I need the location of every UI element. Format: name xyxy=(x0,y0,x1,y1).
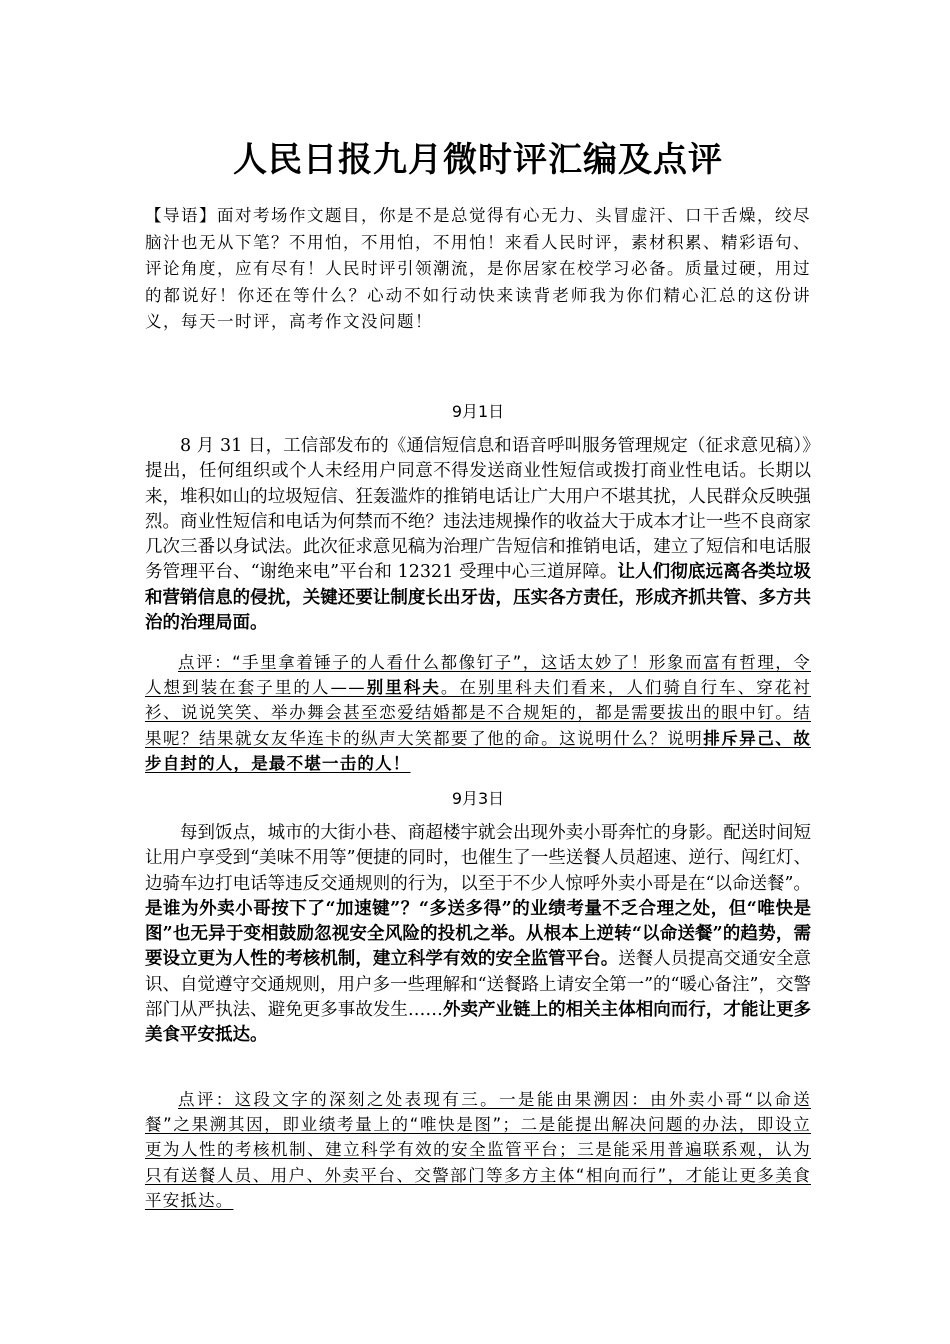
section-date-sep-1: 9月1日 xyxy=(451,402,505,421)
document-title: 人民日报九月微时评汇编及点评 xyxy=(233,140,723,180)
body-text-1: 每到饭点，城市的大街小巷、商超楼宇就会出现外卖小哥奔忙的身影。配送时间短让用户享受到“美味不用等”便捷的同时，也催生了一些送餐人员超速、逆行、闯红灯、边骑车边打电话等违反交通规则的行为，以至于不少人惊呼外卖小哥是在“以命送餐”。 xyxy=(145,823,811,894)
comment-text-continued: 。在别里科夫们看来，人们骑自行车、穿花衬衫、说说笑笑、举办舞会甚至恋爱结婚都是不合规矩的，都是需要拔出的眼中钉。结果呢？结果就女友华连卡的纵声大笑都要了他的命。这说明什么？说明 xyxy=(145,678,812,748)
body-paragraph xyxy=(145,434,811,636)
comment-sep-3 xyxy=(145,1087,811,1213)
body-paragraph xyxy=(145,821,811,1049)
comment-paragraph xyxy=(145,650,811,776)
comment-paragraph: 点评：这段文字的深刻之处表现有三。一是能由果溯因：由外卖小哥“以命送餐”之果溯其因，即业绩考量上的“唯快是图”；二是能提出解决问题的办法，即设立更为人性的考核机制、建立科学有效的安全监管平台；三是能采用普遍联系观，认为只有送餐人员、用户、外卖平台、交警部门等多方主体“相向而行”，才能让更多美食平安抵达。 xyxy=(145,1090,811,1210)
body-text-2: 送餐人员提高交通安全意识、自觉遵守交通规则，用户多一些理解和“送餐路上请安全第一”的“暖心备注”，交警部门从严执法、避免更多事故发生…… xyxy=(145,949,812,1021)
section-date-sep-3: 9月3日 xyxy=(451,789,505,808)
body-text: 8 月 31 日，工信部发布的《通信短信息和语音呼叫服务管理规定（征求意见稿）》提出，任何组织或个人未经用户同意不得发送商业性短信或拨打商业性电话。长期以来，堆积如山的垃圾短信、狂轰滥炸的推销电话让广大用户不堪其扰，人民群众反映强烈。商业性短信和电话为何禁而不绝？违法违规操作的收益大于成本才让一些不良商家几次三番以身试法。此次征求意见稿为治理广告短信和推销电话，建立了短信和电话服务管理平台、“谢绝来电”平台和 12321 受理中心三道屏障。 xyxy=(145,436,811,583)
comment-sep-1 xyxy=(145,650,811,776)
comment-text: 点评：“手里拿着锤子的人看什么都像钉子”，这话太妙了！形象而富有哲理，令人想到装在套子里的人—— xyxy=(145,653,811,698)
body-key-sentence: 让人们彻底远离各类垃圾和营销信息的侵扰，关键还要让制度长出牙齿，压实各方责任，形成齐抓共管、多方共治的治理局面。 xyxy=(145,562,812,634)
section-body-sep-1 xyxy=(145,434,811,636)
comment-highlight-name: 别里科夫 xyxy=(365,678,441,698)
body-key-sentence-1: 是谁为外卖小哥按下了“加速键”？“多送多得”的业绩考量不乏合理之处，但“唯快是图”也无异于变相鼓励忽视安全风险的投机之举。从根本上逆转“以命送餐”的趋势，需要设立更为人性的考核机制，建立科学有效的安全监管平台。 xyxy=(145,898,811,970)
intro-paragraph: 【导语】面对考场作文题目，你是不是总觉得有心无力、头冒虚汗、口干舌燥，绞尽脑汁也无从下笔？不用怕，不用怕，不用怕！来看人民时评，素材积累、精彩语句、评论角度，应有尽有！人民时评引领潮流，是你居家在校学习必备。质量过硬，用过的都说好！你还在等什么？心动不如行动快来读背老师我为你们精心汇总的这份讲义，每天一时评，高考作文没问题！ xyxy=(145,206,811,331)
section-body-sep-3 xyxy=(145,821,811,1049)
body-key-sentence-2: 外卖产业链上的相关主体相向而行，才能让更多美食平安抵达。 xyxy=(145,1000,812,1046)
comment-conclusion: 排斥异己、故步自封的人，是最不堪一击的人！ xyxy=(145,728,812,773)
